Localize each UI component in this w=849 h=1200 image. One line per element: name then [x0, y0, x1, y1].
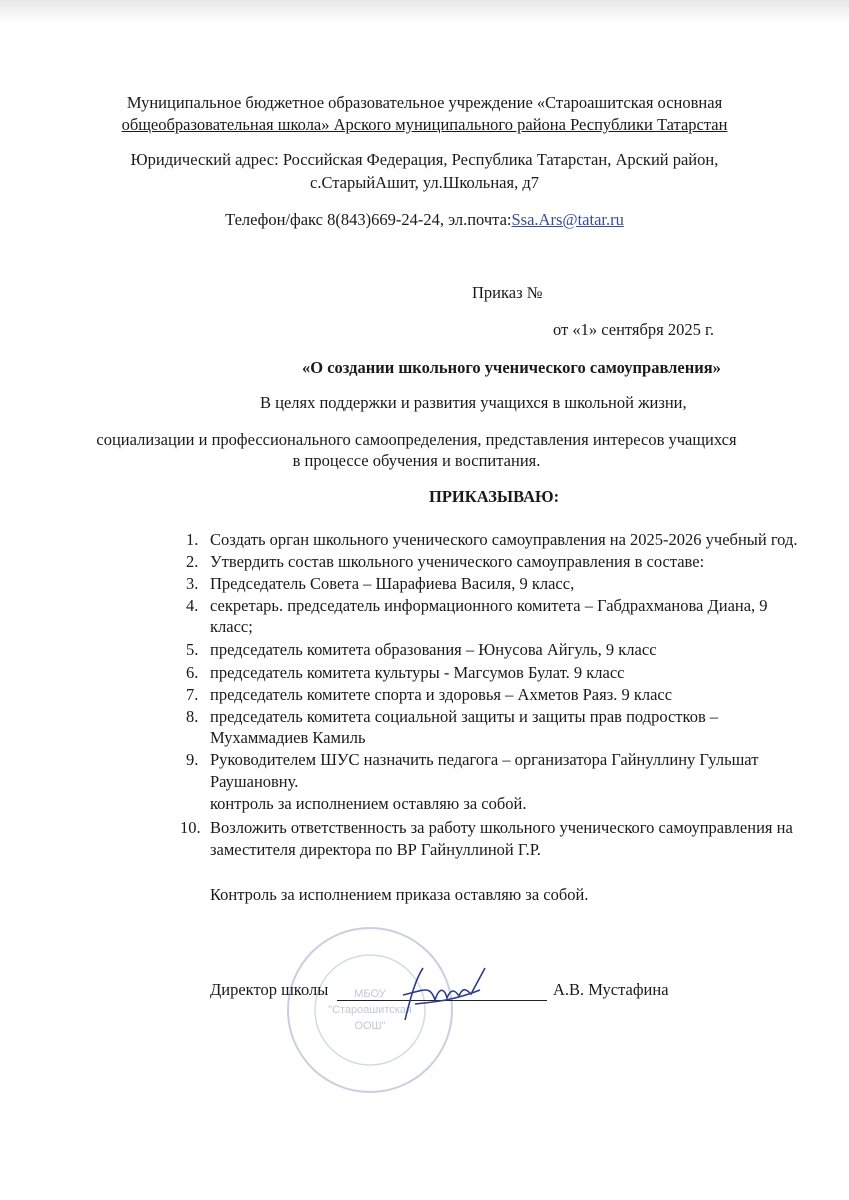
- order-date: от «1» сентября 2025 г.: [553, 320, 715, 339]
- contact-line: [0, 210, 849, 230]
- list-item-number: 3.: [186, 574, 199, 593]
- list-item-number: 8.: [186, 707, 199, 726]
- svg-text:"Староашитская: "Староашитская: [328, 1004, 412, 1016]
- order-number: Приказ №: [472, 283, 543, 302]
- list-item-text: Руководителем ШУС назначить педагога – организатора Гайнуллину Гульшат: [210, 750, 759, 769]
- list-item-number: 6.: [186, 663, 199, 682]
- list-item-text: контроль за исполнением оставляю за собой.: [210, 794, 527, 813]
- svg-text:МБОУ: МБОУ: [354, 988, 386, 1000]
- org-line-2: общеобразовательная школа» Арского муниципального района Республики Татарстан: [121, 115, 728, 134]
- list-item-text: председатель комитета культуры - Магсумов Булат. 9 класс: [210, 663, 625, 682]
- preamble-line-2: социализации и профессионального самоопределения, представления интересов учащихся: [96, 430, 737, 449]
- svg-text:ООШ": ООШ": [354, 1020, 386, 1032]
- list-item-number: 10.: [180, 818, 201, 837]
- list-item-text: Мухаммадиев Камиль: [210, 728, 366, 747]
- list-item-text: Раушановну.: [210, 772, 299, 791]
- address-line-1: Юридический адрес: Российская Федерация, Республика Татарстан, Арский район,: [130, 150, 719, 169]
- preamble-line-3: в процессе обучения и воспитания.: [292, 451, 541, 470]
- list-item-text: класс;: [210, 617, 253, 636]
- handwritten-signature: [385, 960, 495, 1030]
- list-item-text: председатель комитете спорта и здоровья – Ахметов Раяз. 9 класс: [210, 685, 673, 704]
- address-line-2: с.СтарыйАшит, ул.Школьная, д7: [310, 173, 539, 192]
- email-link[interactable]: Ssa.Ars@tatar.ru: [511, 210, 624, 229]
- order-title: «О создании школьного ученического самоуправления»: [302, 358, 721, 377]
- list-item-text: Возложить ответственность за работу школьного ученического самоуправления на: [210, 818, 793, 837]
- list-item-number: 7.: [186, 685, 199, 704]
- list-item-text: Утвердить состав школьного ученического самоуправления в составе:: [210, 552, 705, 571]
- control-note: Контроль за исполнением приказа оставляю за собой.: [210, 885, 589, 904]
- list-item-text: Создать орган школьного ученического самоуправления на 2025-2026 учебный год.: [210, 530, 798, 549]
- list-item-text: заместителя директора по ВР Гайнуллиной Г.Р.: [210, 840, 541, 859]
- phone-text: Телефон/факс 8(843)669-24-24, эл.почта:: [225, 210, 512, 229]
- list-item-text: председатель комитета социальной защиты и защиты прав подростков –: [210, 707, 719, 726]
- list-item-text: секретарь. председатель информационного комитета – Габдрахманова Диана, 9: [210, 596, 768, 615]
- list-item-number: 2.: [186, 552, 199, 571]
- command-heading: ПРИКАЗЫВАЮ:: [429, 487, 560, 506]
- list-item-text: Председатель Совета – Шарафиева Василя, 9 класс,: [210, 574, 575, 593]
- list-item-number: 1.: [186, 530, 199, 549]
- signatory-position: Директор школы: [210, 980, 329, 999]
- preamble-line-1: В целях поддержки и развития учащихся в школьной жизни,: [260, 393, 687, 412]
- list-item-text: председатель комитета образования – Юнусова Айгуль, 9 класс: [210, 640, 657, 659]
- scan-shadow: [0, 0, 849, 22]
- org-line-1: Муниципальное бюджетное образовательное учреждение «Староашитская основная: [126, 93, 723, 112]
- signatory-name: А.В. Мустафина: [553, 980, 669, 999]
- list-item-number: 9.: [186, 750, 199, 769]
- list-item-number: 4.: [186, 596, 199, 615]
- list-item-number: 5.: [186, 640, 199, 659]
